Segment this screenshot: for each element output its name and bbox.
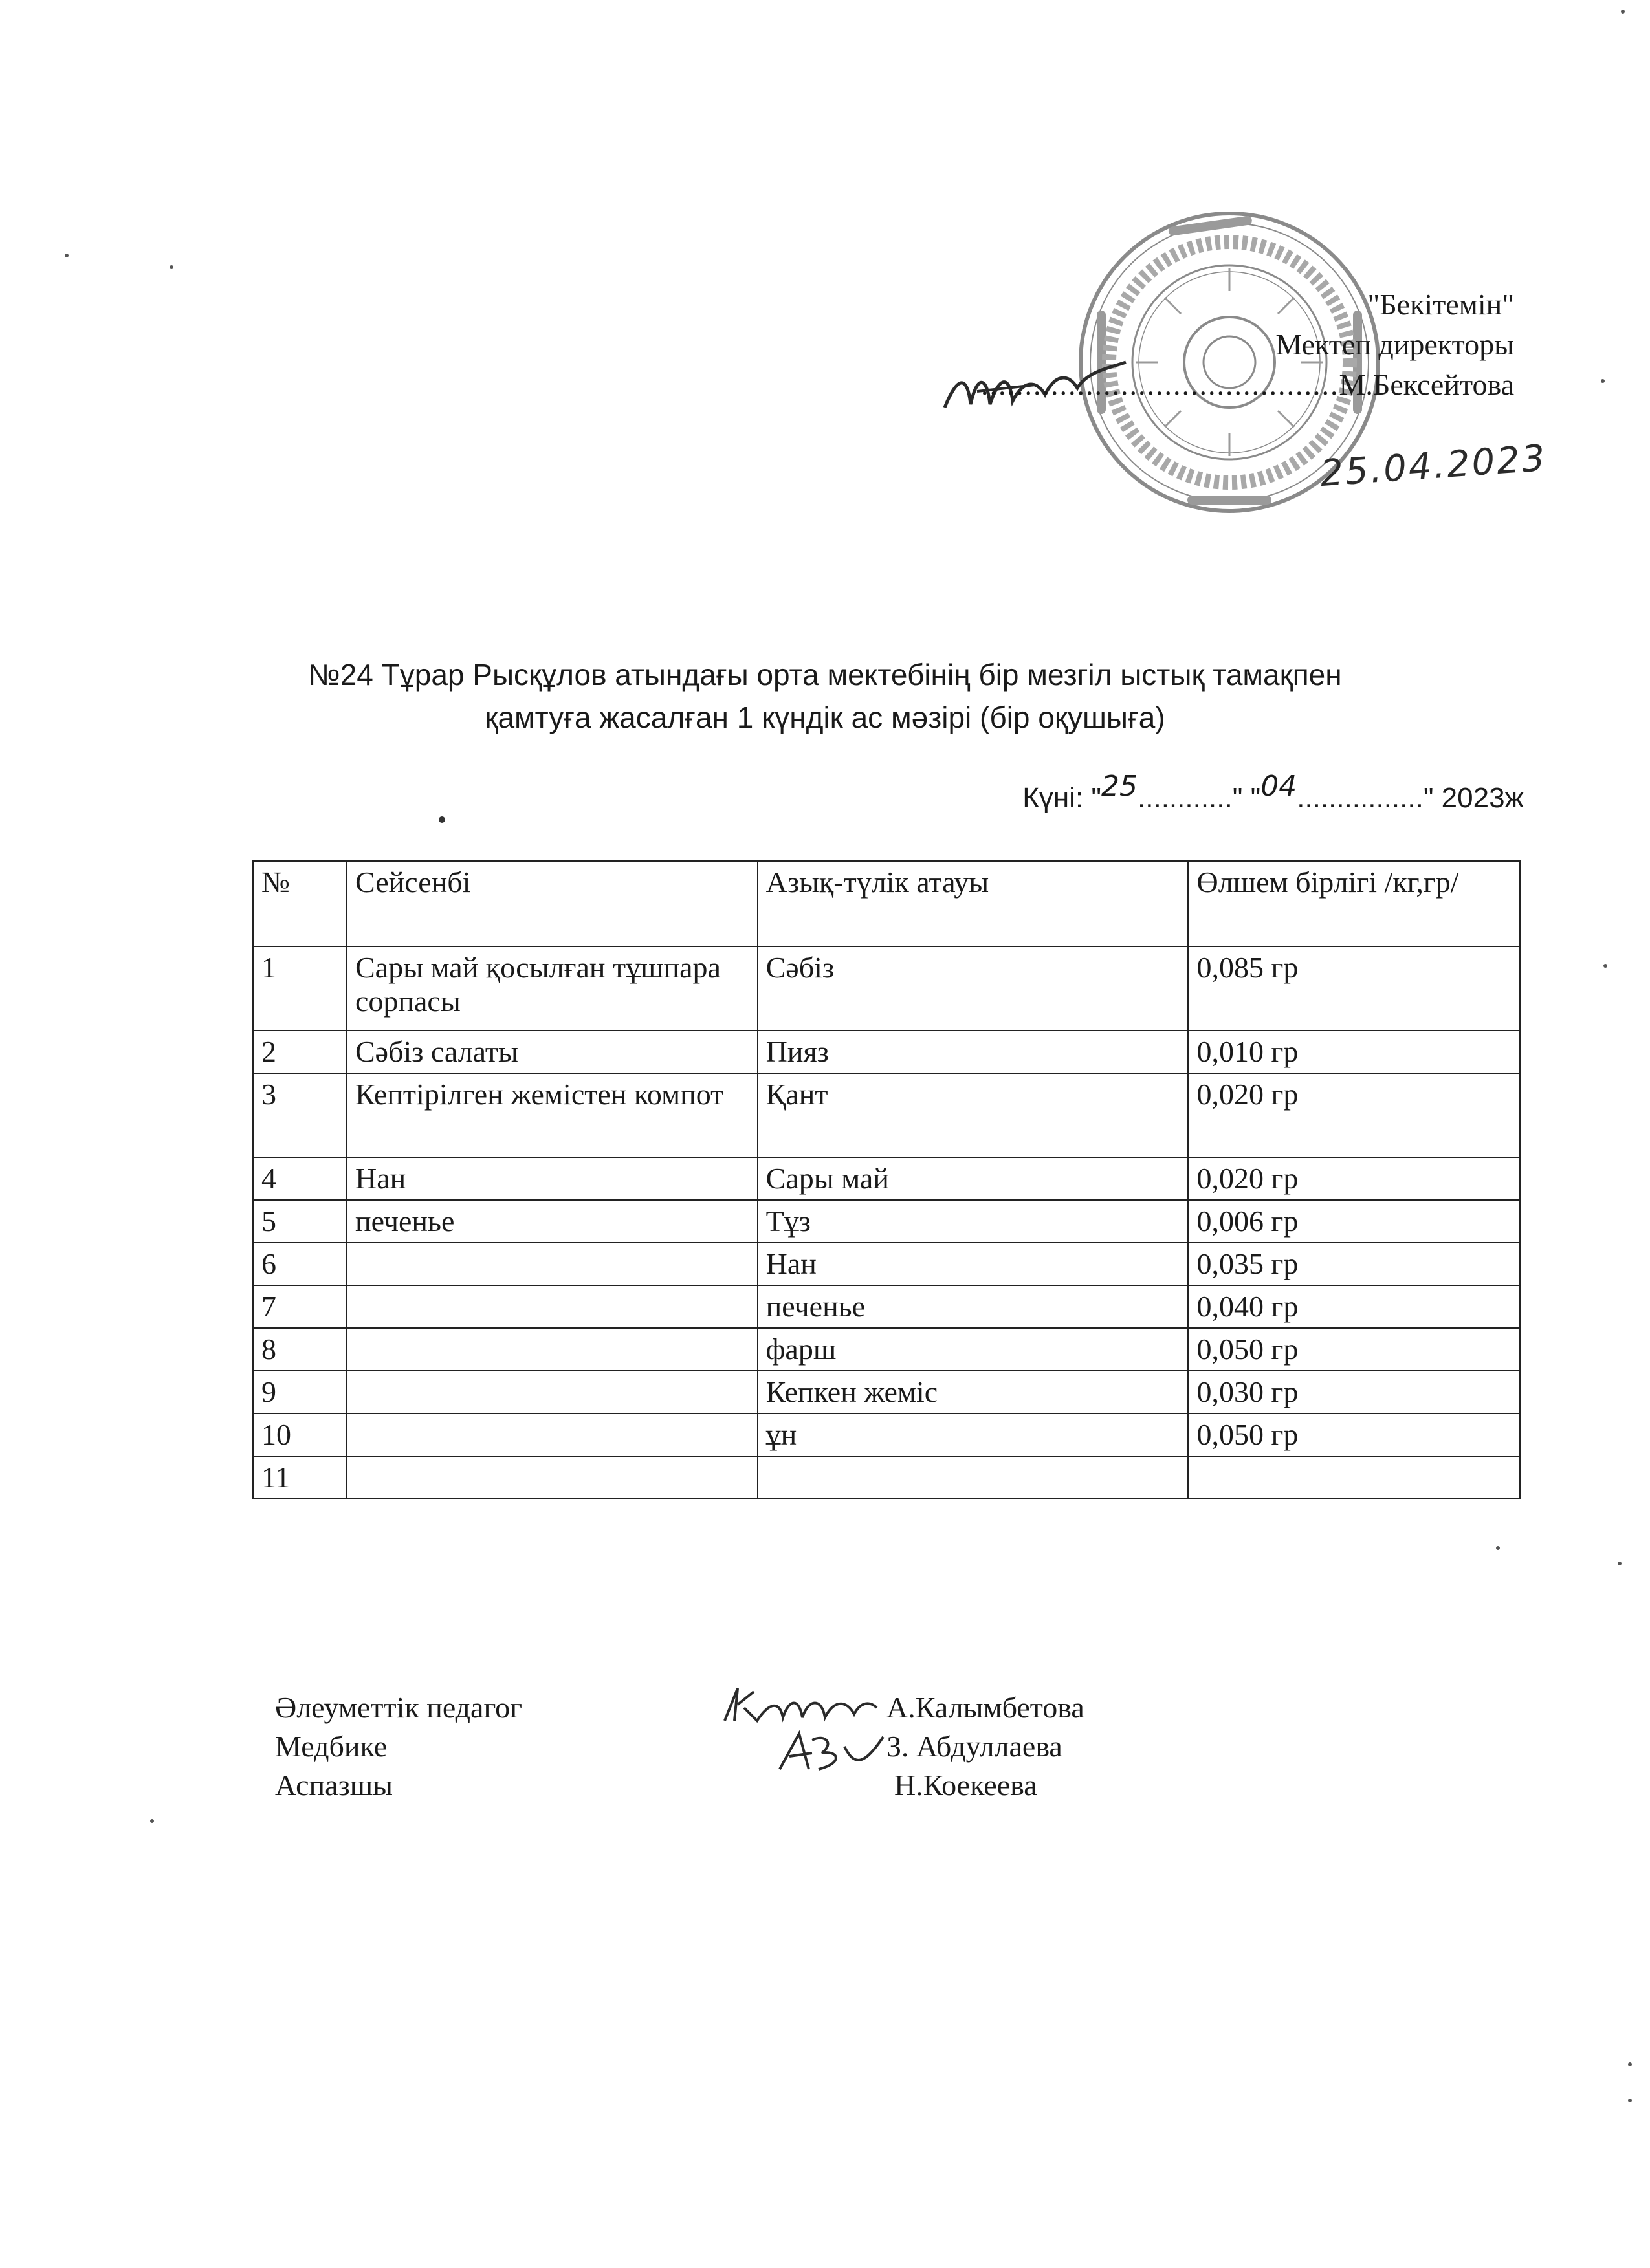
table-header-row [253,861,1520,946]
row-number: 2 [253,1030,347,1073]
signature-names [886,1688,1084,1805]
row-dish: Нан [347,1157,758,1200]
header-day-dishes: Сейсенбі [347,861,758,946]
table-row [253,1285,1520,1328]
header-product-name: Азық-түлік атауы [758,861,1189,946]
scan-speck [150,1819,154,1823]
row-amount: 0,085 гр [1188,946,1520,1030]
scan-speck [1601,379,1605,383]
handwritten-approval-date: 25.04.2023 [1319,437,1548,496]
row-dish: Сәбіз салаты [347,1030,758,1073]
approval-block [932,285,1514,405]
row-amount: 0,020 гр [1188,1073,1520,1157]
row-product: печенье [758,1285,1189,1328]
document-title [129,653,1521,739]
row-dish [347,1243,758,1285]
role-nurse: Медбике [275,1730,388,1763]
approval-position: Мектеп директоры [1275,328,1514,361]
row-number: 11 [253,1456,347,1499]
scan-speck [1628,2062,1632,2066]
row-product: Кепкен жеміс [758,1371,1189,1413]
row-amount: 0,050 гр [1188,1328,1520,1371]
table-row [253,1030,1520,1073]
table-row [253,1073,1520,1157]
table-row [253,1157,1520,1200]
date-line [1022,770,1524,814]
row-number: 9 [253,1371,347,1413]
row-amount [1188,1456,1520,1499]
date-year: 2023ж [1441,782,1524,814]
title-line-1: №24 Тұрар Рысқұлов атындағы орта мектебінің бір мезгіл ыстық тамақпен [308,658,1342,692]
row-product: Сары май [758,1157,1189,1200]
row-number: 1 [253,946,347,1030]
date-day-open-quote: " [1091,782,1102,814]
table-row [253,1200,1520,1243]
header-number: № [253,861,347,946]
scan-speck [1496,1546,1500,1550]
row-product: Қант [758,1073,1189,1157]
row-amount: 0,020 гр [1188,1157,1520,1200]
director-name: М.Бексейтова [1339,368,1514,401]
row-product: ұн [758,1413,1189,1456]
row-dish [347,1456,758,1499]
row-dish: печенье [347,1200,758,1243]
row-number: 10 [253,1413,347,1456]
row-dish [347,1285,758,1328]
date-month-handwritten: 04 [1260,770,1297,803]
title-line-2: қамтуға жасалған 1 күндік ас мәзірі (бір оқушыға) [485,701,1165,734]
scan-speck [1628,2099,1632,2102]
row-number: 6 [253,1243,347,1285]
menu-table [252,860,1521,1499]
name-cook: Н.Коекеева [894,1769,1037,1802]
date-month-dots: ................" [1297,782,1434,814]
row-product: Нан [758,1243,1189,1285]
scan-speck [1603,964,1607,968]
table-row [253,1243,1520,1285]
row-dish: Кептірілген жемістен компот [347,1073,758,1157]
table-row [253,1371,1520,1413]
row-product: Сәбіз [758,946,1189,1030]
name-social-pedagogue: А.Калымбетова [886,1691,1084,1724]
row-amount: 0,040 гр [1188,1285,1520,1328]
date-month-open-quote: " [1250,782,1261,814]
date-label: Күні: [1022,782,1084,814]
row-amount: 0,050 гр [1188,1413,1520,1456]
row-number: 7 [253,1285,347,1328]
nurse-signature [773,1727,890,1776]
row-product: фарш [758,1328,1189,1371]
table-row [253,1328,1520,1371]
scan-speck [170,265,173,269]
signature-roles [275,1688,522,1805]
scan-speck [1621,10,1625,14]
row-number: 4 [253,1157,347,1200]
approval-signature-line [932,365,1514,405]
table-row [253,1413,1520,1456]
name-nurse: З. Абдуллаева [886,1730,1062,1763]
header-unit: Өлшем бірлігі /кг,гр/ [1188,861,1520,946]
table-row [253,946,1520,1030]
row-product [758,1456,1189,1499]
row-dish [347,1328,758,1371]
row-product: Тұз [758,1200,1189,1243]
row-product: Пияз [758,1030,1189,1073]
row-amount: 0,006 гр [1188,1200,1520,1243]
table-row [253,1456,1520,1499]
approval-dots: ......................................... [981,368,1339,401]
row-amount: 0,035 гр [1188,1243,1520,1285]
date-day-handwritten: 25 [1101,770,1138,803]
ink-dot [439,816,445,823]
social-pedagogue-signature [718,1682,880,1734]
approval-heading: "Бекітемін" [1367,288,1514,321]
row-amount: 0,010 гр [1188,1030,1520,1073]
date-day-dots: ............" [1138,782,1243,814]
row-dish [347,1413,758,1456]
row-number: 3 [253,1073,347,1157]
row-amount: 0,030 гр [1188,1371,1520,1413]
role-social-pedagogue: Әлеуметтік педагог [275,1691,523,1724]
scan-speck [65,254,69,257]
row-number: 5 [253,1200,347,1243]
row-dish [347,1371,758,1413]
scan-speck [1618,1562,1622,1565]
row-number: 8 [253,1328,347,1371]
row-dish: Сары май қосылған тұшпара сорпасы [347,946,758,1030]
role-cook: Аспазшы [275,1769,393,1802]
